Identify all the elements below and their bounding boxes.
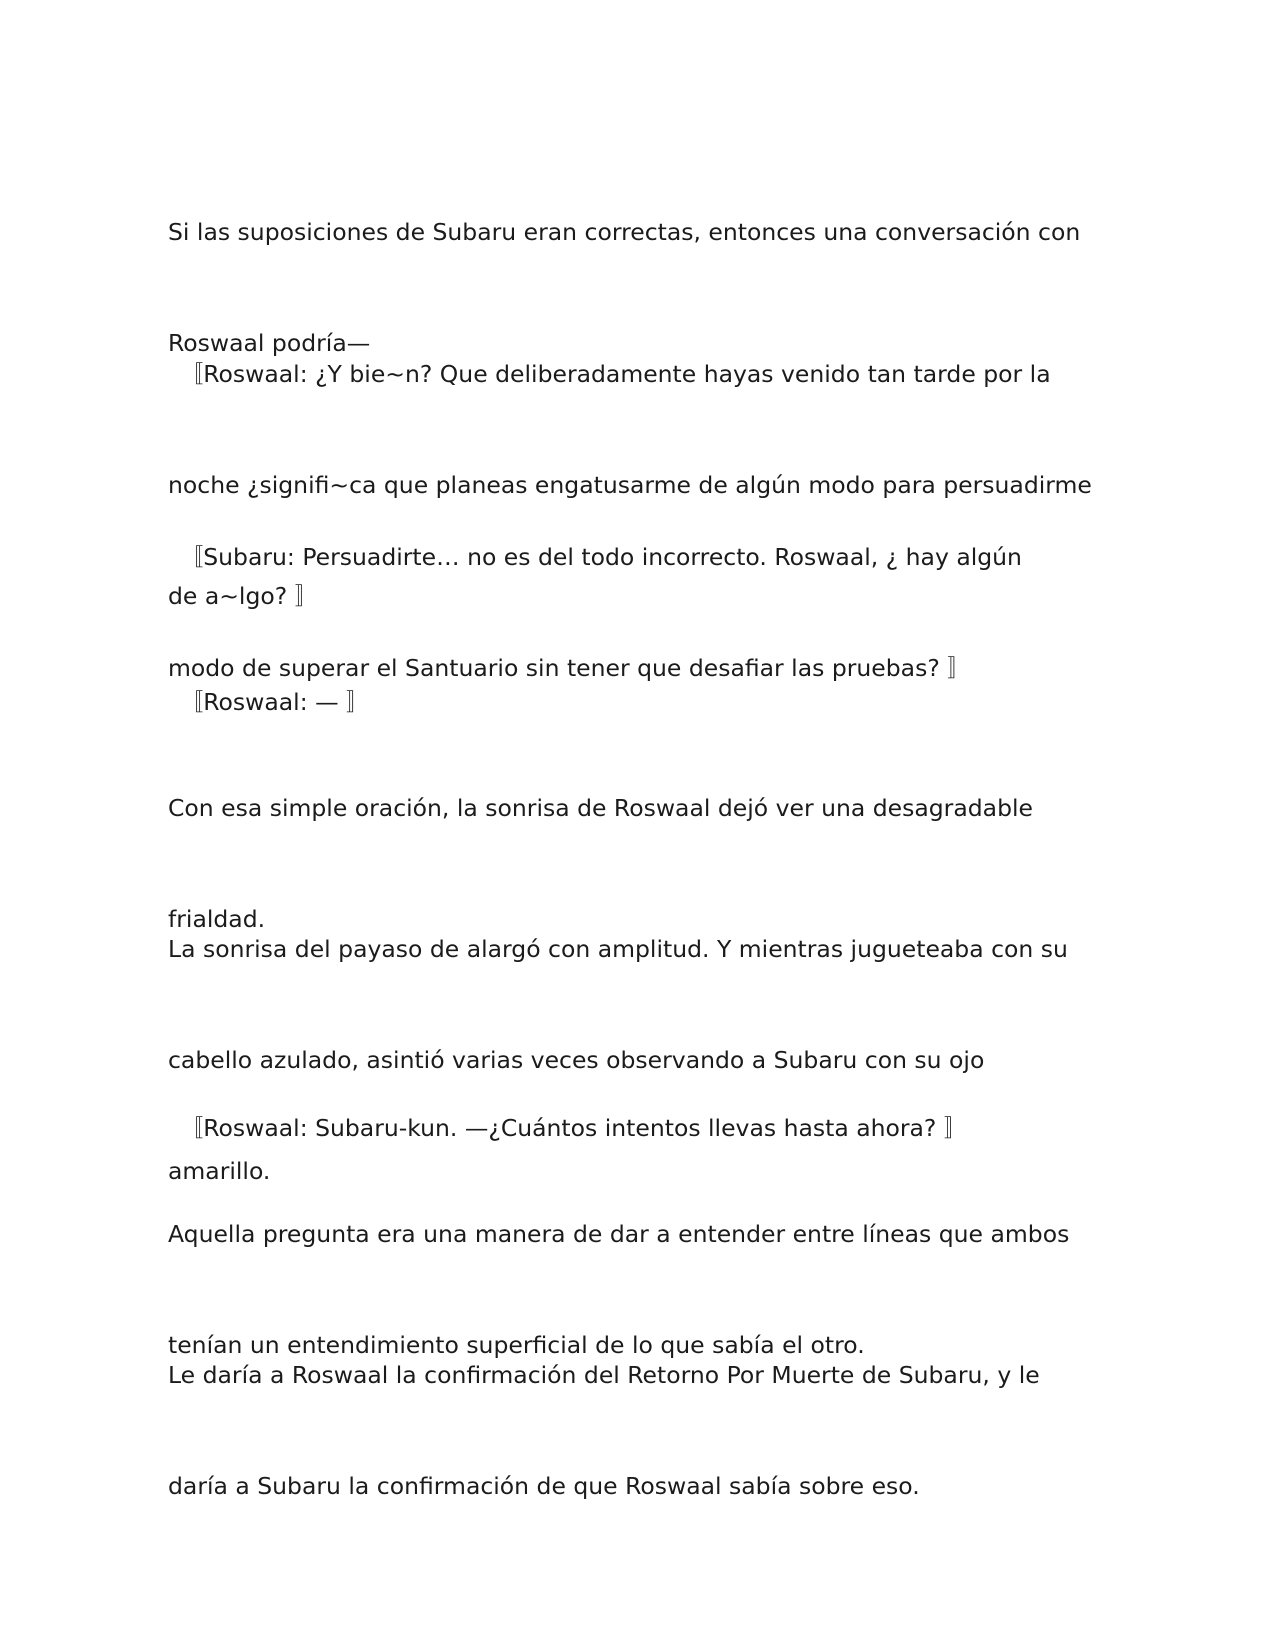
text-line: Le daría a Roswaal la confirmación del Retorno Por Muerte de Subaru, y le [168,1361,1040,1389]
text-line: cabello azulado, asintió varias veces observando a Subaru con su ojo [168,1046,985,1074]
text-line: noche ¿signifi~ca que planeas engatusarme de algún modo para persuadirme [168,471,1092,499]
text-line: Con esa simple oración, la sonrisa de Roswaal dejó ver una desagradable [168,794,1033,822]
text-line: Aquella pregunta era una manera de dar a entender entre líneas que ambos [168,1220,1070,1248]
text-line: 〚Roswaal: Subaru-kun. —¿Cuántos intentos llevas hasta ahora? 〛 [168,1114,968,1142]
text-line: frialdad. [168,905,266,933]
paragraph-narration-5 [168,1283,1068,1579]
text-line: 〚Roswaal: ¿Y bie~n? Que deliberadamente hayas venido tan tarde por la [168,360,1051,388]
text-line: 〚Roswaal: — 〛 [168,688,370,716]
text-line: Roswaal podría— [168,329,371,357]
text-line: La sonrisa del payaso de alargó con amplitud. Y mientras jugueteaba con su [168,935,1068,963]
text-line: 〚Subaru: Persuadirte… no es del todo incorrecto. Roswaal, ¿ hay algún [168,543,1022,571]
text-line: daría a Subaru la confirmación de que Roswaal sabía sobre eso. [168,1472,920,1500]
text-line: amarillo. [168,1157,271,1185]
text-line: modo de superar el Santuario sin tener que desafiar las pruebas? 〛 [168,654,971,682]
text-line: Si las suposiciones de Subaru eran correctas, entonces una conversación con [168,218,1081,246]
text-line: tenían un entendimiento superficial de lo que sabía el otro. [168,1331,865,1359]
text-line: de a~lgo? 〛 [168,582,319,610]
